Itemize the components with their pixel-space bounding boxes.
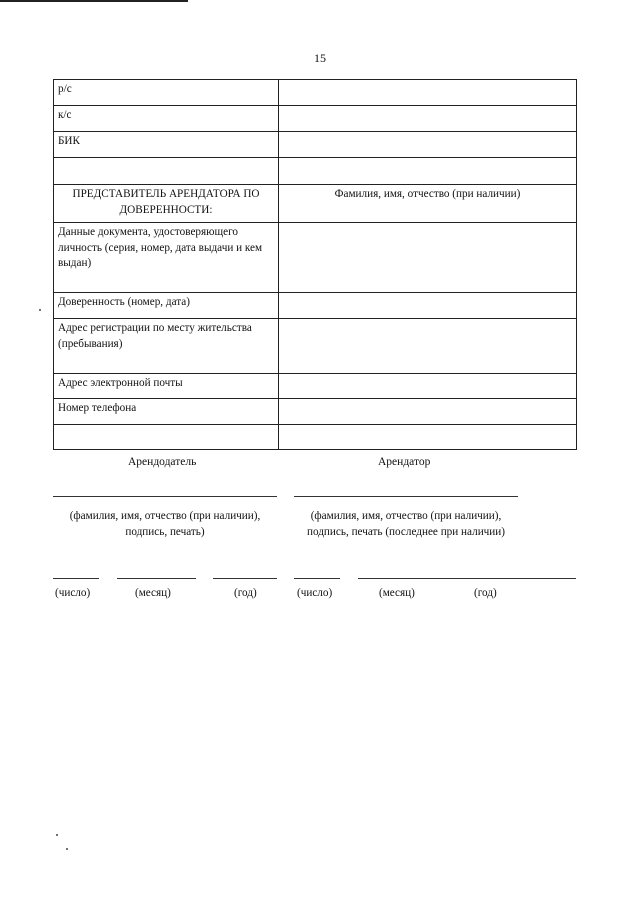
scan-speck [66,848,68,850]
row-value [279,293,577,319]
landlord-year-line [213,578,277,579]
landlord-title: Арендодатель [128,456,197,468]
row-value [279,374,577,399]
table-row [54,293,577,319]
row-label: Адрес регистрации по месту жительства (пребывания) [54,319,279,374]
row-value [279,399,577,425]
table-row [54,223,577,293]
row-value [279,132,577,158]
scan-speck [39,309,41,311]
tenant-title: Арендатор [378,456,431,468]
tenant-caption: (фамилия, имя, отчество (при наличии), подпись, печать (последнее при наличии) [306,510,506,539]
representative-heading: ПРЕДСТАВИТЕЛЬ АРЕНДАТОРА ПО ДОВЕРЕННОСТИ: [54,185,279,223]
row-label: Доверенность (номер, дата) [54,293,279,319]
table-row [54,374,577,399]
row-value [279,158,577,185]
table-row [54,132,577,158]
row-label: к/с [54,106,279,132]
row-label: Номер телефона [54,399,279,425]
table-row [54,425,577,450]
table-row [54,399,577,425]
table-row [54,106,577,132]
representative-name-header: Фамилия, имя, отчество (при наличии) [279,185,577,223]
landlord-day-label: (число) [55,587,91,599]
tenant-year-label: (год) [474,587,497,599]
row-value [279,319,577,374]
row-label: БИК [54,132,279,158]
row-value [279,80,577,106]
row-label [54,425,279,450]
table-row [54,319,577,374]
landlord-year-label: (год) [234,587,257,599]
tenant-signature-line [294,496,518,497]
tenant-day-label: (число) [297,587,333,599]
landlord-month-line [117,578,196,579]
tenant-month-label: (месяц) [379,587,415,599]
page-number: 15 [314,51,326,65]
landlord-day-line [53,578,99,579]
row-label: Данные документа, удостоверяющего личность (серия, номер, дата выдачи и кем выдан) [54,223,279,293]
landlord-signature-line [53,496,277,497]
row-label: Адрес электронной почты [54,374,279,399]
tenant-day-line [294,578,340,579]
row-value [279,223,577,293]
top-edge-line [0,0,188,2]
row-value [279,106,577,132]
table-row [54,185,577,223]
row-value [279,425,577,450]
landlord-caption: (фамилия, имя, отчество (при наличии), подпись, печать) [69,510,261,539]
table-row [54,80,577,106]
requisites-table [53,79,577,450]
row-label: р/с [54,80,279,106]
row-label [54,158,279,185]
table-row [54,158,577,185]
landlord-month-label: (месяц) [135,587,171,599]
scan-speck [56,834,58,836]
tenant-month-year-line [358,578,576,579]
